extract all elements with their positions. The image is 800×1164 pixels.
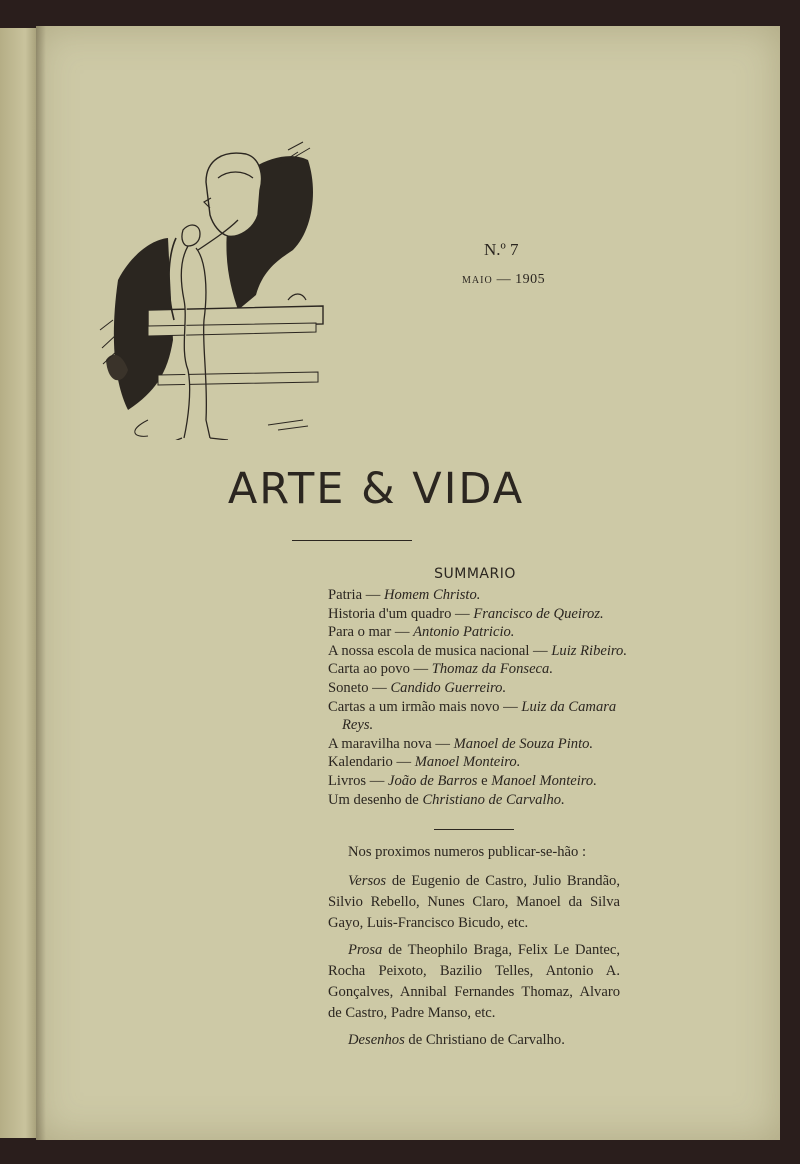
drawings-label: Desenhos	[348, 1032, 405, 1048]
magazine-page	[36, 26, 780, 1140]
prose-label: Prosa	[348, 942, 383, 958]
upcoming-drawings	[328, 1030, 620, 1051]
entry-author: Candido Guerreiro.	[390, 679, 507, 696]
entry-title: Historia d'um quadro —	[328, 605, 474, 622]
entry-author: Homem Christo.	[383, 587, 481, 603]
upcoming-verses	[328, 871, 620, 934]
summary-entry	[328, 623, 628, 642]
summary-entry	[328, 791, 628, 810]
issue-number: N.º 7	[484, 240, 519, 259]
issue-date-dash: —	[496, 272, 512, 287]
verses-label: Versos	[348, 873, 387, 889]
entry-title: A maravilha nova —	[328, 735, 454, 752]
entry-author: Luiz da Camara Reys.	[342, 698, 617, 734]
section-divider	[434, 829, 514, 830]
summary-entry	[328, 605, 628, 624]
summary-entry	[328, 698, 628, 735]
entry-title: Para o mar —	[328, 624, 414, 641]
facing-page-edge	[0, 28, 36, 1138]
upcoming-section	[328, 842, 620, 1057]
entry-title: Patria —	[328, 587, 384, 603]
entry-author: Antonio Patricio.	[413, 624, 515, 641]
prose-text: de Theophilo Braga, Felix Le Dantec, Rocha Peixoto, Bazilio Telles, Antonio A. Gonçalves, Annibal Fernandes Thomaz, Alvaro de Castro, Padre Manso, etc.	[328, 942, 620, 1021]
summary-entry	[328, 772, 628, 791]
entry-title: Livros —	[328, 772, 388, 789]
summary-entry	[328, 679, 628, 698]
drawings-text: de Christiano de Carvalho.	[404, 1032, 565, 1048]
summary-list	[328, 586, 628, 809]
title-divider	[292, 540, 412, 541]
summary-entry	[328, 586, 628, 605]
upcoming-prose	[328, 940, 620, 1024]
entry-title: Cartas a um irmão mais novo —	[328, 698, 522, 715]
summary-heading: SUMMARIO	[434, 566, 516, 582]
entry-author: Luiz Ribeiro.	[551, 642, 627, 659]
entry-author: Manoel Monteiro.	[414, 754, 521, 771]
entry-title: Soneto —	[328, 679, 391, 696]
summary-entry	[328, 642, 628, 661]
entry-title: Carta ao povo —	[328, 661, 432, 678]
issue-date	[462, 272, 602, 288]
entry-author: Francisco de Queiroz.	[473, 605, 604, 622]
issue-month: MAIO	[462, 275, 493, 286]
entry-author: Thomaz da Fonseca.	[431, 661, 553, 678]
summary-entry	[328, 753, 628, 772]
upcoming-lead: Nos proximos numeros publicar-se-hão :	[348, 844, 587, 860]
summary-entry	[328, 660, 628, 679]
page-gutter-shadow	[36, 26, 46, 1140]
issue-year: 1905	[515, 272, 546, 287]
entry-author: Manoel de Souza Pinto.	[453, 735, 594, 752]
entry-conjunction: e	[477, 772, 492, 789]
entry-title: A nossa escola de musica nacional —	[328, 642, 552, 659]
entry-author: João de Barros	[388, 772, 478, 789]
summary-entry	[328, 735, 628, 754]
verses-text: de Eugenio de Castro, Julio Brandão, Silvio Rebello, Nunes Claro, Manoel da Silva Gayo, Luis-Francisco Bicudo, etc.	[328, 873, 620, 931]
cover-illustration	[88, 120, 328, 440]
entry-title: Kalendario —	[328, 754, 415, 771]
entry-author: Manoel Monteiro.	[491, 772, 597, 789]
entry-title: Um desenho de	[328, 791, 423, 808]
magazine-title: ARTE & VIDA	[227, 464, 525, 514]
entry-author: Christiano de Carvalho.	[422, 791, 565, 808]
